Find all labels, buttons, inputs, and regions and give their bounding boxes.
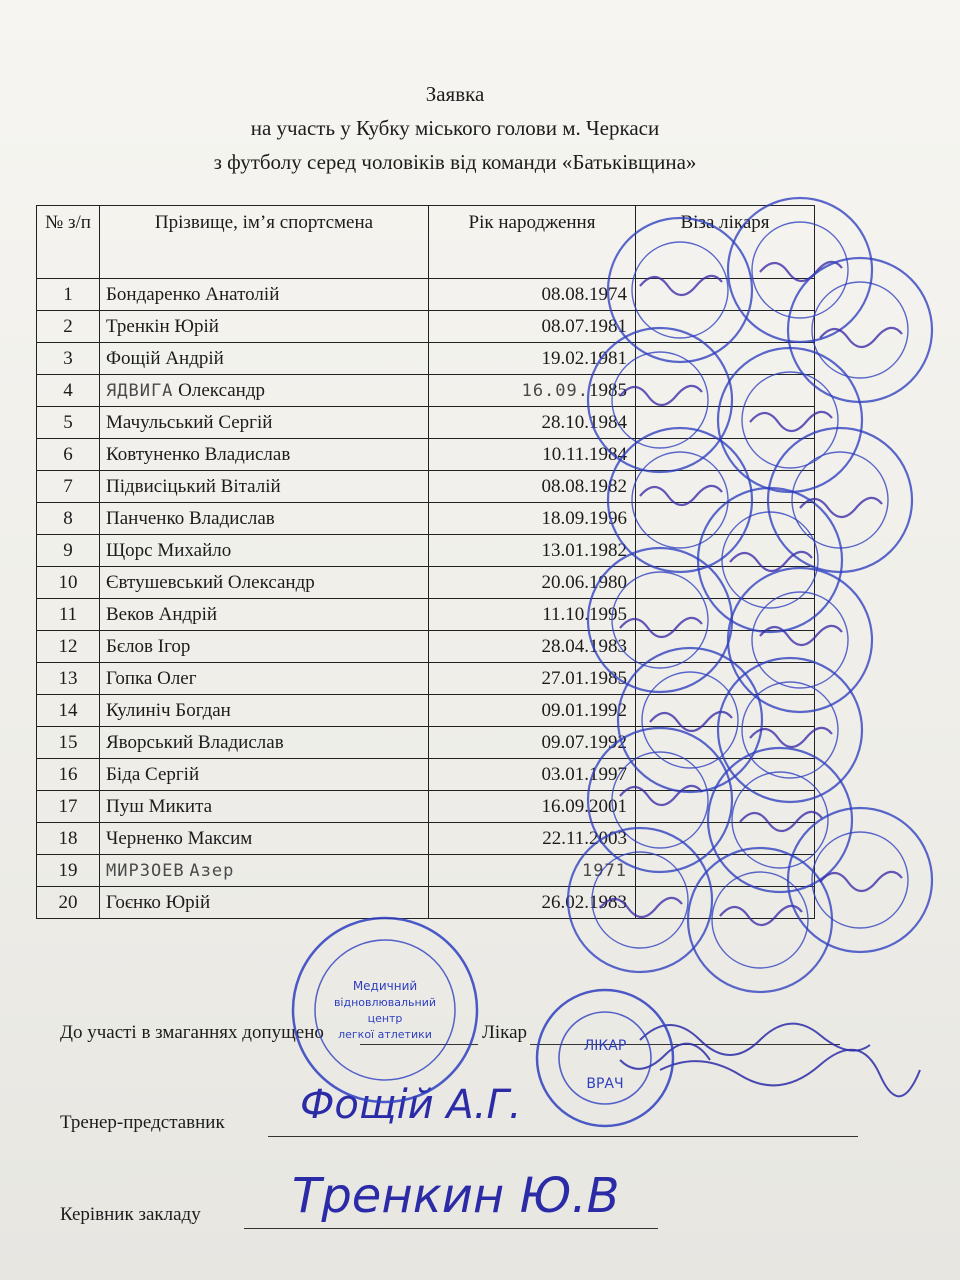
row-num: 2 [37,311,100,343]
row-year [429,855,636,887]
admitted-label: До участі в змаганнях допущено [60,1022,324,1043]
row-num: 11 [37,599,100,631]
row-visa [636,311,815,343]
table-row [37,407,815,439]
row-name: Фощій Андрій [100,343,429,375]
row-name: Гопка Олег [100,663,429,695]
row-visa [636,727,815,759]
row-visa [636,631,815,663]
handwritten-surname: ЯДВИГА [106,380,174,401]
row-visa [636,759,815,791]
row-year: 09.01.1992 [429,695,636,727]
row-name: Яворський Владислав [100,727,429,759]
table-row [37,279,815,311]
row-year: 22.11.2003 [429,823,636,855]
table-row [37,823,815,855]
coach-underline [268,1136,858,1137]
row-year: 27.01.1985 [429,663,636,695]
header-num: № з/п [37,206,100,279]
row-year: 19.02.1981 [429,343,636,375]
document-title: Заявка [425,82,485,106]
table-row [37,599,815,631]
row-num: 3 [37,343,100,375]
document-subtitle-2: з футболу серед чоловіків від команди «Батьківщина» [213,150,697,174]
row-num: 10 [37,567,100,599]
row-name: Панченко Владислав [100,503,429,535]
row-visa [636,407,815,439]
handwritten-date: 1971 [582,860,627,881]
row-year: 11.10.1995 [429,599,636,631]
row-year: 08.08.1974 [429,279,636,311]
row-visa [636,567,815,599]
doctor-stamp-bottom [537,990,673,1126]
row-visa [636,887,815,919]
row-num: 17 [37,791,100,823]
table-header-row [37,206,815,279]
row-year: 28.04.1983 [429,631,636,663]
row-num: 1 [37,279,100,311]
row-name [100,375,429,407]
scribble-mark [820,872,902,891]
stamp-doctor-bottom: ВРАЧ [586,1076,624,1092]
sports-center-stamp [293,918,477,1102]
head-underline [244,1228,658,1229]
table-row [37,503,815,535]
row-visa [636,599,815,631]
row-num: 7 [37,471,100,503]
row-visa [636,791,815,823]
row-name: Кулиніч Богдан [100,695,429,727]
row-name-text: Олександр [178,379,265,401]
coach-label: Тренер-представник [60,1112,225,1133]
row-num: 19 [37,855,100,887]
coach-signature: Фощій А.Г. [300,1082,522,1128]
table-row [37,471,815,503]
row-num: 6 [37,439,100,471]
head-signature: Тренкин Ю.В [292,1168,620,1224]
row-year: 26.02.1983 [429,887,636,919]
row-num: 4 [37,375,100,407]
row-visa [636,375,815,407]
row-num: 15 [37,727,100,759]
row-name [100,855,429,887]
row-visa [636,535,815,567]
row-year: 20.06.1980 [429,567,636,599]
row-name: Гоєнко Юрій [100,887,429,919]
row-year: 03.01.1997 [429,759,636,791]
row-visa [636,503,815,535]
row-name: Пуш Микита [100,791,429,823]
admitted-underline [360,1044,478,1045]
row-name: Ковтуненко Владислав [100,439,429,471]
table-row [37,311,815,343]
row-visa [636,343,815,375]
table-row [37,439,815,471]
row-year: 10.11.1984 [429,439,636,471]
row-name: Мачульський Сергій [100,407,429,439]
scribble-mark [820,328,902,347]
table-row [37,567,815,599]
row-year: 08.08.1982 [429,471,636,503]
table-row [37,887,815,919]
table-row [37,855,815,887]
row-name: Біда Сергій [100,759,429,791]
handwritten-date: 16.09. [521,380,589,401]
row-year: 08.07.1981 [429,311,636,343]
row-year: 28.10.1984 [429,407,636,439]
row-num: 12 [37,631,100,663]
table-row [37,727,815,759]
row-num: 18 [37,823,100,855]
row-visa [636,823,815,855]
row-name: Євтушевський Олександр [100,567,429,599]
table-row [37,631,815,663]
row-name-text: Азер [189,860,235,881]
head-label: Керівник закладу [60,1204,201,1225]
row-visa [636,695,815,727]
row-num: 5 [37,407,100,439]
row-year: 16.09.2001 [429,791,636,823]
signature-scribbles [620,1024,920,1097]
stamp-center-line-3: центр [367,1012,403,1025]
table-row [37,343,815,375]
row-num: 16 [37,759,100,791]
roster-table [36,205,815,919]
header-name: Прізвище, ім’я спортсмена [100,206,429,279]
stamp-center-line-4: легкої атлетики [338,1028,432,1041]
row-name: Бондаренко Анатолій [100,279,429,311]
row-year-text: 1985 [589,379,627,401]
table-row [37,375,815,407]
row-name: Тренкін Юрій [100,311,429,343]
header-year: Рік народження [429,206,636,279]
doctor-underline [530,1044,840,1045]
stamp-center-line-1: Медичний [352,979,418,993]
row-name: Підвисіцький Віталій [100,471,429,503]
table-row [37,791,815,823]
table-row [37,759,815,791]
row-visa [636,439,815,471]
stamp-doctor-top: ЛІКАР [583,1038,627,1054]
row-num: 9 [37,535,100,567]
handwritten-surname: МИРЗОЕВ [106,860,185,881]
row-year: 09.07.1992 [429,727,636,759]
header-visa: Віза лікаря [636,206,815,279]
row-visa [636,279,815,311]
row-num: 13 [37,663,100,695]
row-visa [636,471,815,503]
row-name: Щорс Михайло [100,535,429,567]
row-num: 8 [37,503,100,535]
doctor-label: Лікар [482,1022,528,1043]
row-year [429,375,636,407]
row-name: Бєлов Ігор [100,631,429,663]
stamp-center-line-2: відновлювальний [333,996,437,1009]
row-num: 14 [37,695,100,727]
table-row [37,663,815,695]
stamp-ring-inner [812,282,908,378]
row-year: 13.01.1982 [429,535,636,567]
row-visa [636,855,815,887]
row-num: 20 [37,887,100,919]
document-subtitle-1: на участь у Кубку міського голови м. Черкаси [250,116,660,140]
stamp-ring-inner [812,832,908,928]
row-year: 18.09.1996 [429,503,636,535]
row-name: Черненко Максим [100,823,429,855]
row-visa [636,663,815,695]
table-row [37,535,815,567]
row-name: Веков Андрій [100,599,429,631]
table-row [37,695,815,727]
